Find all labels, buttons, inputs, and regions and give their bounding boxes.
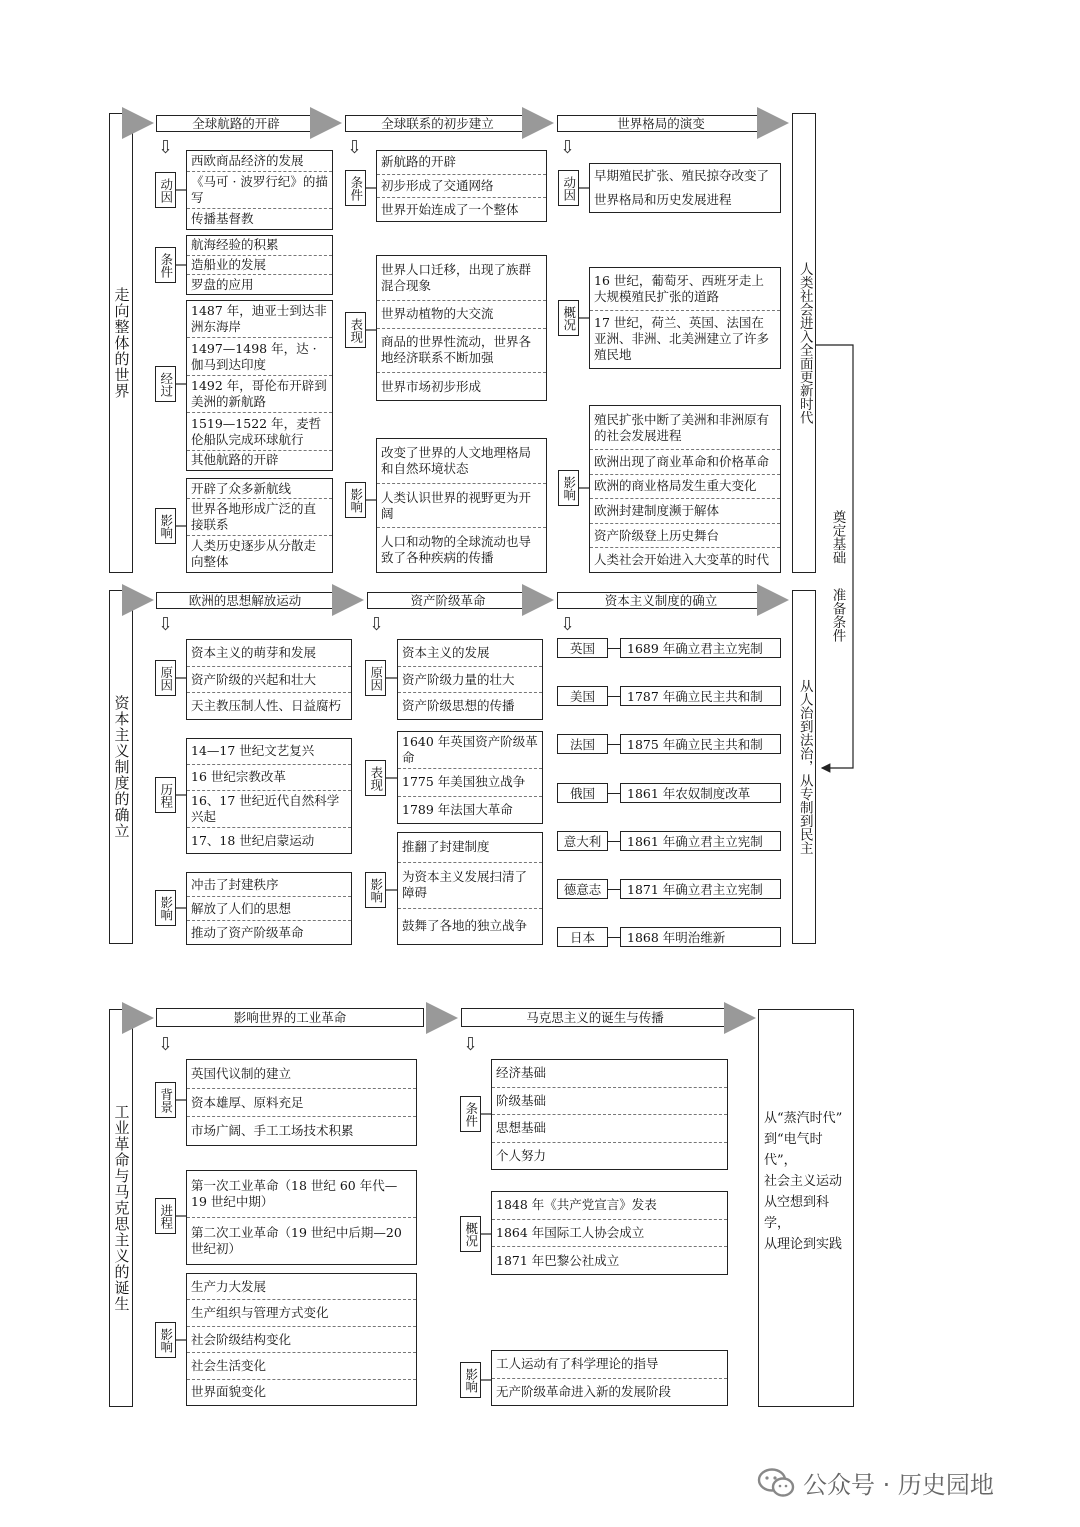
country-event: 1861 年确立君主立宪制 [620, 831, 781, 851]
s2c2-label-2: 影响 [365, 872, 386, 908]
list-item: 无产阶级革命进入新的发展阶段 [492, 1378, 727, 1406]
s2c2-label-0: 原因 [365, 660, 386, 696]
list-item: 其他航路的开辟 [187, 450, 332, 470]
list-item: 新航路的开辟 [381, 154, 457, 170]
list-item: 改变了世界的人文地理格局和自然环境状态 [381, 444, 532, 476]
list-item: 推动了资产阶级革命 [187, 920, 351, 944]
connector-line [608, 889, 620, 890]
s2c1-label-0: 原因 [155, 660, 176, 696]
section-1-title-box [109, 113, 133, 573]
country-label: 美国 [557, 686, 608, 706]
list-item: 14—17 世纪文艺复兴 [191, 743, 315, 759]
s1c1-list-3 [186, 478, 333, 573]
country-label: 德意志 [557, 879, 608, 899]
list-item: 解放了人们的思想 [187, 896, 351, 920]
down-arrow-icon: ⇩ [347, 137, 363, 158]
list-item: 造船业的发展 [187, 255, 332, 275]
list-item: 天主教压制人性、日益腐朽 [187, 692, 351, 719]
list-item: 开辟了众多新航线 [191, 480, 292, 496]
s1c1-label-2: 经过 [155, 366, 176, 402]
country-event: 1787 年确立民主共和制 [620, 686, 781, 706]
list-item: 1492 年，哥伦布开辟到美洲的新航路 [187, 375, 332, 412]
list-item: 1789 年法国大革命 [398, 796, 542, 823]
list-item: 资产阶级思想的传播 [398, 692, 542, 719]
connector-line [608, 648, 620, 649]
result-line: 从理论到实践 [764, 1237, 843, 1252]
country-label: 意大利 [557, 831, 608, 851]
list-item: 资本主义的发展 [402, 644, 490, 660]
s1c1-list-2 [186, 300, 333, 471]
s3-header-1: 影响世界的工业革命 [156, 1008, 424, 1027]
section-3-title-box [109, 1009, 133, 1407]
s2-header-1: 欧洲的思想解放运动 [156, 592, 334, 609]
s1c3-list-2 [589, 405, 781, 573]
section-2-result: 从人治到法治，从专制到民主 [796, 679, 813, 855]
country-label: 英国 [557, 638, 608, 658]
down-arrow-icon: ⇩ [560, 614, 576, 635]
list-item: 1519—1522 年，麦哲伦船队完成环球航行 [187, 412, 332, 449]
s3c1-list-0 [186, 1059, 417, 1146]
link-label-foundation: 奠定基础 [829, 510, 846, 564]
section-3-result-box [758, 1009, 854, 1407]
s1c2-list-0 [376, 150, 547, 222]
list-item: 1848 年《共产党宣言》发表 [496, 1197, 657, 1213]
list-item: 欧洲的商业格局发生重大变化 [590, 474, 780, 499]
list-item: 世界格局和历史发展进程 [594, 192, 732, 207]
country-label: 俄国 [557, 783, 608, 803]
s2-header-2: 资产阶级革命 [367, 592, 529, 609]
s1c3-label-0: 动因 [558, 170, 579, 206]
list-item: 世界各地形成广泛的直接联系 [187, 498, 332, 535]
s2c1-label-1: 历程 [155, 777, 176, 813]
country-event: 1875 年确立民主共和制 [620, 734, 781, 754]
list-item: 世界开始连成了一个整体 [377, 197, 546, 221]
s1c3-list-0 [589, 163, 781, 213]
s2c2-list-2 [397, 832, 543, 945]
s1c3-label-2: 影响 [558, 470, 579, 506]
list-item: 冲击了封建秩序 [191, 876, 279, 892]
list-item: 16 世纪宗教改革 [187, 764, 351, 790]
section-1-result-box [792, 113, 816, 573]
list-item: 经济基础 [496, 1065, 547, 1081]
s3c1-label-0: 背景 [155, 1082, 176, 1118]
list-item: 世界面貌变化 [187, 1379, 416, 1405]
list-item: 16、17 世纪近代自然科学兴起 [187, 790, 351, 827]
list-item: 1497—1498 年，达 · 伽马到达印度 [187, 337, 332, 374]
s2-header-3: 资本主义制度的确立 [557, 592, 765, 609]
s3c2-list-1 [491, 1191, 728, 1275]
list-item: 传播基督教 [187, 208, 332, 229]
list-item: 人类历史逐步从分散走向整体 [187, 535, 332, 572]
result-line: 到“电气时代”， [764, 1132, 823, 1168]
country-event: 1871 年确立君主立宪制 [620, 879, 781, 899]
down-arrow-icon: ⇩ [158, 1034, 174, 1055]
list-item: 人类社会开始进入大变革的时代 [590, 547, 780, 572]
watermark [757, 1465, 994, 1500]
section-2-result-box [792, 590, 816, 944]
list-item: 早期殖民扩张、殖民掠夺改变了 [594, 168, 770, 183]
list-item: 社会生活变化 [187, 1352, 416, 1378]
list-item: 资产阶级登上历史舞台 [590, 523, 780, 548]
watermark-text: 公众号 · 历史园地 [803, 1471, 994, 1499]
s1c2-list-2 [376, 438, 547, 573]
list-item: 17 世纪，荷兰、英国、法国在亚洲、非洲、北美洲建立了许多殖民地 [590, 310, 780, 368]
list-item: 1871 年巴黎公社成立 [492, 1246, 727, 1274]
list-item: 为资本主义发展扫清了障碍 [398, 862, 542, 908]
result-line: 从“蒸汽时代” [764, 1111, 843, 1126]
link-label-conditions: 准备条件 [829, 588, 846, 642]
wechat-icon [757, 1468, 795, 1498]
list-item: 初步形成了交通网络 [377, 174, 546, 198]
s1-header-2: 全球联系的初步建立 [345, 115, 530, 132]
list-item: 16 世纪，葡萄牙、西班牙走上大规模殖民扩张的道路 [594, 272, 764, 304]
list-item: 市场广阔、手工工场技术积累 [187, 1116, 416, 1145]
country-event: 1868 年明治维新 [620, 927, 781, 947]
s2c2-label-1: 表现 [365, 760, 386, 796]
list-item: 人口和动物的全球流动也导致了各种疾病的传播 [377, 527, 546, 572]
section-2-title: 资本主义制度的确立 [112, 695, 131, 839]
list-item: 推翻了封建制度 [402, 839, 490, 855]
connector-line [608, 793, 620, 794]
list-item: 资本主义的萌芽和发展 [191, 644, 317, 660]
list-item: 西欧商品经济的发展 [191, 152, 304, 168]
list-item: 世界市场初步形成 [377, 372, 546, 400]
list-item: 世界人口迁移，出现了族群混合现象 [381, 261, 532, 293]
connector-line [608, 937, 620, 938]
section-2-title-box [109, 590, 133, 944]
s3c2-label-1: 概况 [460, 1216, 481, 1252]
list-item: 《马可 · 波罗行纪》的描写 [187, 171, 332, 208]
connector-line [608, 696, 620, 697]
country-event: 1689 年确立君主立宪制 [620, 638, 781, 658]
s1c2-label-1: 表现 [345, 312, 366, 348]
list-item: 资本雄厚、原料充足 [187, 1088, 416, 1117]
down-arrow-icon: ⇩ [560, 137, 576, 158]
list-item: 生产组织与管理方式变化 [187, 1299, 416, 1325]
list-item: 航海经验的积累 [191, 237, 279, 253]
list-item: 工人运动有了科学理论的指导 [496, 1356, 659, 1372]
s3c2-label-2: 影响 [460, 1362, 481, 1398]
s1c1-list-1 [186, 235, 333, 295]
s1-header-3: 世界格局的演变 [557, 115, 765, 132]
s1c1-list-0 [186, 150, 333, 230]
s1-header-1: 全球航路的开辟 [156, 115, 316, 132]
s2c1-list-1 [186, 738, 352, 854]
list-item: 罗盘的应用 [187, 274, 332, 294]
s1c1-label-0: 动因 [155, 172, 176, 208]
s2c1-list-2 [186, 872, 352, 945]
list-item: 思想基础 [492, 1114, 727, 1142]
down-arrow-icon: ⇩ [463, 1034, 479, 1055]
s3c2-list-2 [491, 1350, 728, 1406]
list-item: 1775 年美国独立战争 [398, 768, 542, 795]
list-item: 个人努力 [492, 1142, 727, 1170]
country-label: 法国 [557, 734, 608, 754]
s3c1-list-1 [186, 1170, 417, 1265]
list-item: 鼓舞了各地的独立战争 [398, 908, 542, 944]
result-line: 社会主义运动 [764, 1174, 843, 1189]
list-item: 第一次工业革命（18 世纪 60 年代—19 世纪中期） [191, 1178, 398, 1209]
s2c2-list-0 [397, 639, 543, 720]
section-1-result: 人类社会进入全面更新时代 [796, 262, 813, 424]
list-item: 生产力大发展 [191, 1278, 267, 1294]
list-item: 人类认识世界的视野更为开阔 [377, 483, 546, 528]
s2c1-label-2: 影响 [155, 890, 176, 926]
s3-header-2: 马克思主义的诞生与传播 [461, 1008, 729, 1027]
s2c2-list-1 [397, 731, 543, 824]
list-item: 1640 年英国资产阶级革命 [402, 734, 538, 766]
list-item: 商品的世界性流动，世界各地经济联系不断加强 [377, 328, 546, 373]
s2c1-list-0 [186, 639, 352, 720]
country-event: 1861 年农奴制度改革 [620, 783, 781, 803]
s1c2-list-1 [376, 255, 547, 401]
s1c3-list-1 [589, 267, 781, 369]
list-item: 17、18 世纪启蒙运动 [187, 827, 351, 853]
s3c2-label-0: 条件 [460, 1096, 481, 1132]
s1c3-label-1: 概况 [558, 300, 579, 336]
list-item: 世界动植物的大交流 [377, 300, 546, 328]
s1c1-label-3: 影响 [155, 508, 176, 544]
connector-line [608, 841, 620, 842]
s3c1-label-1: 进程 [155, 1198, 176, 1234]
section-1-title: 走向整体的世界 [112, 287, 131, 399]
s1c2-label-0: 条件 [345, 170, 366, 206]
list-item: 欧洲封建制度濒于解体 [590, 498, 780, 523]
list-item: 殖民扩张中断了美洲和非洲原有的社会发展进程 [594, 411, 770, 443]
s3c1-list-2 [186, 1273, 417, 1406]
s3c2-list-0 [491, 1059, 728, 1170]
list-item: 1487 年，迪亚士到达非洲东海岸 [191, 303, 327, 335]
down-arrow-icon: ⇩ [158, 614, 174, 635]
down-arrow-icon: ⇩ [158, 137, 174, 158]
result-line: 从空想到科学， [764, 1195, 830, 1231]
s1c1-label-1: 条件 [155, 247, 176, 283]
list-item: 资产阶级的兴起和壮大 [187, 666, 351, 693]
list-item: 阶级基础 [492, 1087, 727, 1115]
list-item: 社会阶级结构变化 [187, 1326, 416, 1352]
s1c2-label-2: 影响 [345, 482, 366, 518]
list-item: 资产阶级力量的壮大 [398, 666, 542, 693]
list-item: 1864 年国际工人协会成立 [492, 1219, 727, 1247]
connector-line [608, 744, 620, 745]
s3c1-label-2: 影响 [155, 1322, 176, 1358]
list-item: 欧洲出现了商业革命和价格革命 [590, 449, 780, 474]
section-3-title: 工业革命与马克思主义的诞生 [112, 1104, 131, 1312]
country-label: 日本 [557, 927, 608, 947]
list-item: 第二次工业革命（19 世纪中后期—20 世纪初） [187, 1217, 416, 1264]
list-item: 英国代议制的建立 [191, 1065, 292, 1081]
down-arrow-icon: ⇩ [369, 614, 385, 635]
